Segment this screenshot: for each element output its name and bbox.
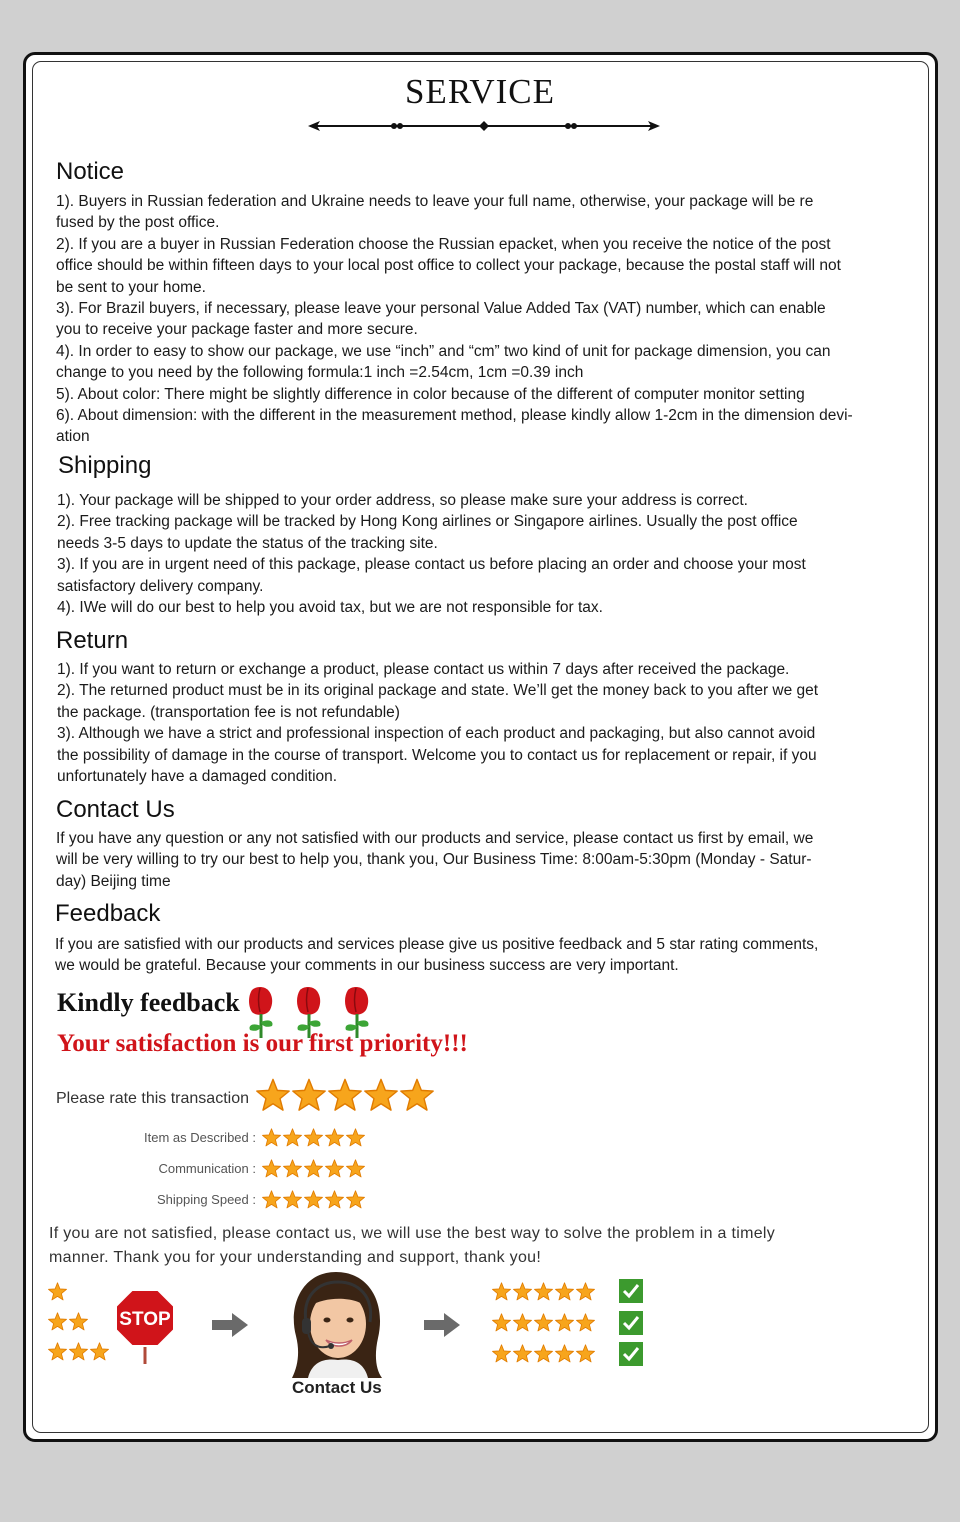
notice-line: ation [56,428,90,446]
notice-line: office should be within fifteen days to your local post office to collect your package, because the postal staff will not [56,257,841,275]
high-rating-stars [492,1280,600,1364]
star-icon [555,1345,573,1362]
notice-line: 4). In order to easy to show our package, we use “inch” and “cm” two kind of unit for package dimension, you can [56,342,831,360]
return-line: 2). The returned product must be in its original package and state. We’ll get the money back to you after we get [57,682,819,700]
star-icon [576,1314,594,1331]
contact-body [56,828,926,892]
star-icon [304,1191,322,1208]
notice-line: fused by the post office. [56,214,220,232]
title-ornament [306,116,662,136]
star-icon [325,1129,343,1146]
contact-us-label: Contact Us [292,1378,382,1397]
star-icon [513,1283,531,1300]
star-icon [257,1079,289,1110]
arrow-right-icon [210,1311,250,1339]
shipping-line: 4). IWe will do our best to help you avoid tax, but we are not responsible for tax. [57,599,603,617]
feedback-line: we would be grateful. Because your comments in our business success are very important. [55,957,679,975]
notice-line: 3). For Brazil buyers, if necessary, please leave your personal Value Added Tax (VAT) number, which can enable [56,300,826,318]
shipping-heading: Shipping [58,452,152,479]
stop-sign-icon [114,1288,176,1366]
star-icon [304,1129,322,1146]
star-icon [48,1343,66,1360]
star-icon [513,1314,531,1331]
feedback-line: If you are satisfied with our products and services please give us positive feedback and 5 star rating comments, [55,936,819,953]
low-rating-stars [48,1280,114,1364]
star-icon [346,1160,364,1177]
shipping-line: satisfactory delivery company. [57,577,264,595]
star-icon [329,1079,361,1110]
star-icon [48,1283,66,1300]
arrow-right-icon [422,1311,462,1339]
notice-line: change to you need by the following formula:1 inch =2.54cm, 1cm =0.39 inch [56,364,584,382]
rating-row-label: Item as Described : [144,1130,256,1145]
star-icon [304,1160,322,1177]
contact-line: If you have any question or any not satisfied with our products and service, please contact us first by email, we [56,830,814,847]
notice-line: 6). About dimension: with the different in the measurement method, please kindly allow 1-2cm in the dimension devi- [56,407,853,425]
star-icon [346,1129,364,1146]
return-body [57,659,927,787]
star-icon [401,1079,433,1110]
check-icons [618,1278,646,1368]
star-icon [48,1313,66,1330]
star-icon [346,1191,364,1208]
check-icon [619,1342,643,1366]
rating-row-label: Communication : [158,1161,256,1176]
feedback-body [55,934,925,977]
check-icon [619,1311,643,1335]
notice-heading: Notice [56,158,125,185]
star-icon [69,1343,87,1360]
star-icon [283,1129,301,1146]
not-satisfied-line: If you are not satisfied, please contact us, we will use the best way to solve the problem in a timely [49,1225,776,1242]
star-icon [492,1345,510,1362]
contact-heading: Contact Us [56,796,175,823]
check-icon [619,1279,643,1303]
rating-stars-row [262,1159,370,1179]
contact-line: day) Beijing time [56,872,171,890]
shipping-line: needs 3-5 days to update the status of the tracking site. [57,534,438,552]
star-icon [576,1345,594,1362]
return-line: 3). Although we have a strict and professional inspection of each product and packaging, but also cannot avoid [57,725,816,743]
star-icon [576,1283,594,1300]
shipping-body [57,490,927,618]
rating-row-label: Shipping Speed : [156,1192,256,1207]
star-icon [492,1314,510,1331]
star-icon [325,1160,343,1177]
star-icon [293,1079,325,1110]
star-icon [90,1343,108,1360]
star-icon [325,1191,343,1208]
star-icon [555,1314,573,1331]
feedback-heading: Feedback [55,900,161,927]
not-satisfied-text [49,1222,889,1270]
stop-sign-text: STOP [119,1309,171,1330]
shipping-line: 3). If you are in urgent need of this package, please contact us before placing an order and choose your most [57,556,806,574]
page-title: SERVICE [404,72,556,111]
return-heading: Return [56,627,129,654]
return-line: the possibility of damage in the course of transport. Welcome you to contact us for replacement or repair, if you [57,746,817,764]
notice-body [56,191,926,448]
notice-line: 1). Buyers in Russian federation and Ukraine needs to leave your full name, otherwise, your package will be re [56,193,814,210]
rate-transaction-label: Please rate this transaction [56,1090,249,1107]
kindly-feedback-title: Kindly feedback [57,988,240,1017]
star-icon [283,1191,301,1208]
star-icon [69,1313,87,1330]
notice-line: you to receive your package faster and more secure. [56,321,418,339]
rating-stars-row [262,1190,370,1210]
return-line: the package. (transportation fee is not refundable) [57,703,400,721]
star-icon [262,1160,280,1177]
star-icon [492,1283,510,1300]
rating-stars-row [262,1128,370,1148]
star-icon [262,1191,280,1208]
notice-line: 2). If you are a buyer in Russian Federation choose the Russian epacket, when you receive the notice of the post [56,235,831,253]
shipping-line: 1). Your package will be shipped to your order address, so please make sure your address is correct. [57,492,748,509]
star-icon [534,1314,552,1331]
shipping-line: 2). Free tracking package will be tracked by Hong Kong airlines or Singapore airlines. Usually the post office [57,513,798,531]
star-icon [534,1283,552,1300]
star-icon [262,1129,280,1146]
notice-line: be sent to your home. [56,278,206,296]
satisfaction-slogan: Your satisfaction is our first priority!!! [57,1030,468,1057]
star-icon [555,1283,573,1300]
star-icon [365,1079,397,1110]
star-icon [534,1345,552,1362]
rating-stars-large [256,1078,438,1114]
return-line: unfortunately have a damaged condition. [57,768,338,786]
star-icon [283,1160,301,1177]
not-satisfied-line: manner. Thank you for your understanding and support, thank you! [49,1249,542,1266]
support-agent-icon [278,1266,398,1378]
star-icon [513,1345,531,1362]
notice-line: 5). About color: There might be slightly difference in color because of the different of computer monitor setting [56,385,805,403]
return-line: 1). If you want to return or exchange a product, please contact us within 7 days after received the package. [57,661,790,678]
contact-line: will be very willing to try our best to help you, thank you, Our Business Time: 8:00am-5:30pm (Monday - Satur- [56,851,812,869]
